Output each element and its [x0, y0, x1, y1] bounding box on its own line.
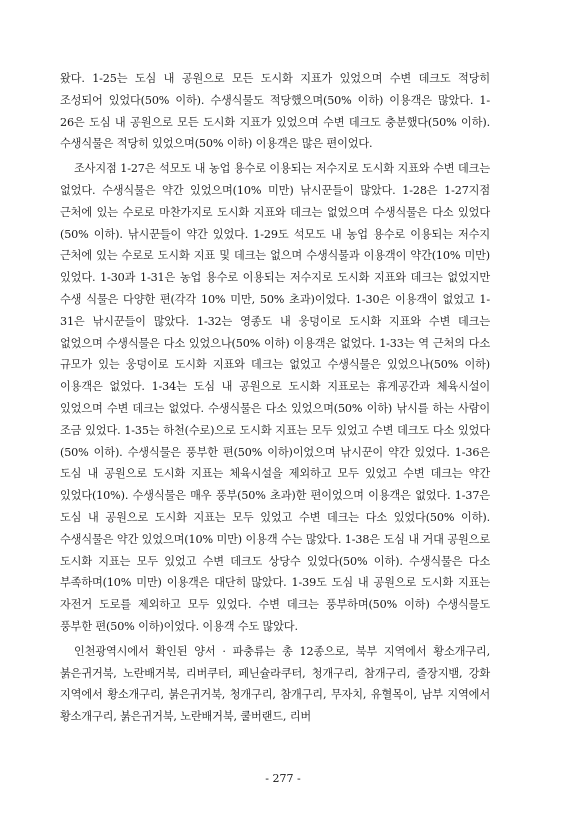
paragraph-site-1-25-1-26: 왔다. 1-25는 도심 내 공원으로 모든 도시화 지표가 있었으며 수변 데크도 적당히 조성되어 있었다(50% 이하). 수생식물도 적당했으며(50% 이하) 이용객은 많았다. 1-26은 도심 내 공원으로 모든 도시화 지표가 있었으며 수변 데크도 충분했다(50% 이하). 수생식물은 적당히 있었으며(50% 이하) 이용객은 많은 편이었다.	[60, 72, 490, 151]
page-number: - 277 -	[265, 772, 301, 785]
body-text	[60, 68, 490, 728]
paragraph-incheon-species: 인천광역시에서 확인된 양서 · 파충류는 총 12종으로, 북부 지역에서 황소개구리, 붉은귀거북, 노란배거북, 리버쿠터, 페닌슐라쿠터, 청개구리, 참개구리, 줄장지뱀, 강화 지역에서 황소개구리, 붉은귀거북, 청개구리, 참개구리, 무자치, 유혈목이, 남부 지역에서 황소개구리, 붉은귀거북, 노란배거북, 쿨버랜드, 리버	[60, 644, 490, 724]
paragraph-site-1-27-1-39: 조사지점 1-27은 석모도 내 농업 용수로 이용되는 저수지로 도시화 지표와 수변 데크는 없었다. 수생식물은 약간 있었으며(10% 미만) 낚시꾼들이 많았다. 1-28은 1-27지점 근처에 있는 수로로 마찬가지로 도시화 지표와 데크는 없었으며 수생식물은 다소 있었다(50% 이하). 낚시꾼들이 약간 있었다. 1-29도 석모도 내 농업 용수로 이용되는 저수지 근처에 있는 수로로 도시화 지표 및 데크는 없으며 수생식물과 이용객이 약간(10% 미만)있었다. 1-30과 1-31은 농업 용수로 이용되는 저수지로 도시화 지표와 데크는 없었지만 수생 식물은 다양한 편(각각 10% 미만, 50% 초과)이었다. 1-30은 이용객이 없었고 1-31은 낚시꾼들이 많았다. 1-32는 영종도 내 웅덩이로 도시화 지표와 수변 데크는 없었으며 수생식물은 다소 있었으나(50% 이하) 이용객은 없었다. 1-33는 역 근처의 다소 규모가 있는 웅덩이로 도시화 지표와 데크는 없었고 수생식물은 있었으나(50% 이하) 이용객은 없었다. 1-34는 도심 내 공원으로 도시화 지표로는 휴게공간과 체육시설이 있었으며 수변 데크는 없었다. 수생식물은 다소 있었으며(50% 이하) 낚시를 하는 사람이 조금 있었다. 1-35는 하천(수로)으로 도시화 지표는 모두 있었고 수변 데크도 다소 있었다(50% 이하). 수생식물은 풍부한 편(50% 이하)이었으며 낚시꾼이 약간 있었다. 1-36은 도심 내 공원으로 도시화 지표는 체육시설을 제외하고 모두 있었고 수변 데크는 약간 있었다(10%). 수생식물은 매우 풍부(50% 초과)한 편이었으며 이용객은 없었다. 1-37은 도심 내 공원으로 도시화 지표는 모두 있었고 수변 데크는 다소 있었다(50% 이하). 수생식물은 약간 있었으며(10% 미만) 이용객 수는 많았다. 1-38은 도심 내 거대 공원으로 도시화 지표는 모두 있었고 수변 데크도 상당수 있었다(50% 이하). 수생식물은 다소 부족하며(10% 미만) 이용객은 대단히 많았다. 1-39도 도심 내 공원으로 도시화 지표는 자전거 도로를 제외하고 모두 있었다. 수변 데크는 풍부하며(50% 이하) 수생식물도 풍부한 편(50% 이하)이었다. 이용객 수도 많았다.	[60, 162, 490, 633]
